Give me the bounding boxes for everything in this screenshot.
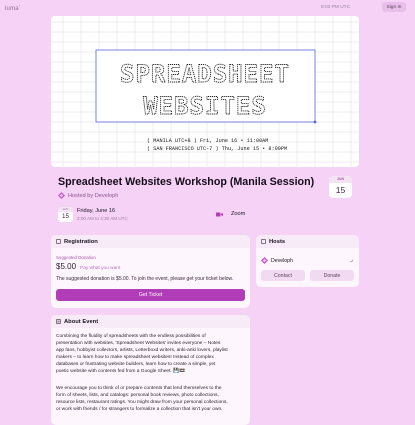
registration-header	[51, 235, 250, 248]
top-bar	[0, 0, 415, 16]
document-icon	[56, 319, 61, 324]
get-ticket-button[interactable]: Get Ticket	[56, 289, 245, 301]
event-date: Friday, June 16	[77, 208, 116, 214]
clock-time: 8:03 PM UTC	[321, 5, 351, 10]
hosted-by-text: Hosted by Developh	[68, 192, 119, 199]
about-text-line: or work with friends / for strangers to formalize a collection that isn't your own.	[56, 406, 223, 412]
cover-grid	[51, 16, 359, 167]
hosts-heading: Hosts	[269, 238, 286, 245]
about-text-line: Combining the fluidity of spreadsheets with the endless possibilities of	[56, 334, 206, 339]
ticket-icon	[56, 239, 61, 244]
event-location[interactable]: Zoom	[231, 211, 246, 217]
about-paragraph-2	[56, 386, 246, 414]
developh-logo-icon	[58, 192, 65, 199]
calendar-month: JUN	[58, 207, 73, 212]
timezone-line-san-francisco: ( SAN FRANCISCO UTC-7 ) Thu, June 15 • 8:00PM	[147, 146, 288, 152]
about-text-line: form of sheets, lists, and catalogs: personal book reviews, photo collections,	[56, 392, 219, 398]
video-camera-icon	[216, 212, 223, 217]
about-text-line: databases or frustrating website builders, learn how to create a simple, yet	[56, 361, 216, 367]
about-text-line: We encourage you to think of or prepare contents that lend themselves to the	[56, 386, 222, 391]
calendar-day: 15	[62, 213, 69, 220]
about-text-line: poetic website with contents fed from a Google Sheet. 💾📼	[56, 368, 186, 374]
contact-button[interactable]: Contact	[261, 270, 305, 281]
host-avatar-icon	[261, 257, 268, 264]
badge-day: 15	[335, 185, 346, 195]
cover-headline-text: WEBSITES	[143, 92, 267, 120]
about-text-line: presentation with websites, 'Spreadsheet Websites' invites everyone – Notes	[56, 340, 221, 346]
about-event-card	[51, 315, 250, 425]
luma-logo[interactable]	[5, 4, 20, 12]
donation-amount-value: $5.00	[56, 262, 77, 271]
calendar-icon	[58, 207, 73, 222]
event-title: Spreadsheet Websites Workshop (Manila Session)	[58, 176, 315, 188]
badge-month: JUN	[329, 176, 352, 183]
hosts-header	[256, 235, 359, 248]
registration-heading: Registration	[64, 238, 98, 245]
event-cover-image	[51, 16, 359, 167]
host-name: Developh	[271, 257, 293, 264]
about-text-line: resource lists, restaurant ratings. You might draw from your personal collections,	[56, 399, 228, 405]
people-icon	[261, 239, 266, 244]
event-date-badge	[329, 176, 352, 198]
donate-button[interactable]: Donate	[310, 270, 354, 281]
host-item[interactable]	[261, 257, 354, 264]
registration-card	[51, 235, 250, 308]
about-text-line: makers – to learn how to make spreadsheet websites! Instead of complex	[56, 354, 214, 360]
about-header	[51, 315, 250, 328]
cover-headline-text: SPREADSHEET	[120, 60, 290, 88]
twitter-icon[interactable]	[349, 258, 354, 263]
about-text-line: app fans, hobbyist collectors, artists, Letterboxd writers, anki-anki lovers, playlist	[56, 347, 228, 353]
logo-text: luma	[5, 6, 19, 12]
hosts-card	[256, 235, 359, 287]
about-paragraph-1	[56, 334, 246, 375]
hosted-by[interactable]	[58, 192, 118, 199]
timezone-line-manila: ( MANILA UTC+8 ) Fri, June 16 • 11:00AM	[147, 138, 269, 144]
event-time: 2:00 AM to 4:30 AM UTC	[77, 216, 128, 221]
suggested-donation-label: Suggested Donation	[56, 255, 96, 260]
donation-amount	[56, 262, 120, 271]
logo-mark: *	[18, 4, 21, 8]
sign-in-button[interactable]: Sign In	[382, 2, 406, 12]
pay-what-you-want-link[interactable]: Pay what you want	[80, 266, 121, 271]
registration-note: The suggested donation is $5.00. To join the event, please get your ticket below.	[56, 276, 234, 282]
about-heading: About Event	[64, 318, 99, 325]
